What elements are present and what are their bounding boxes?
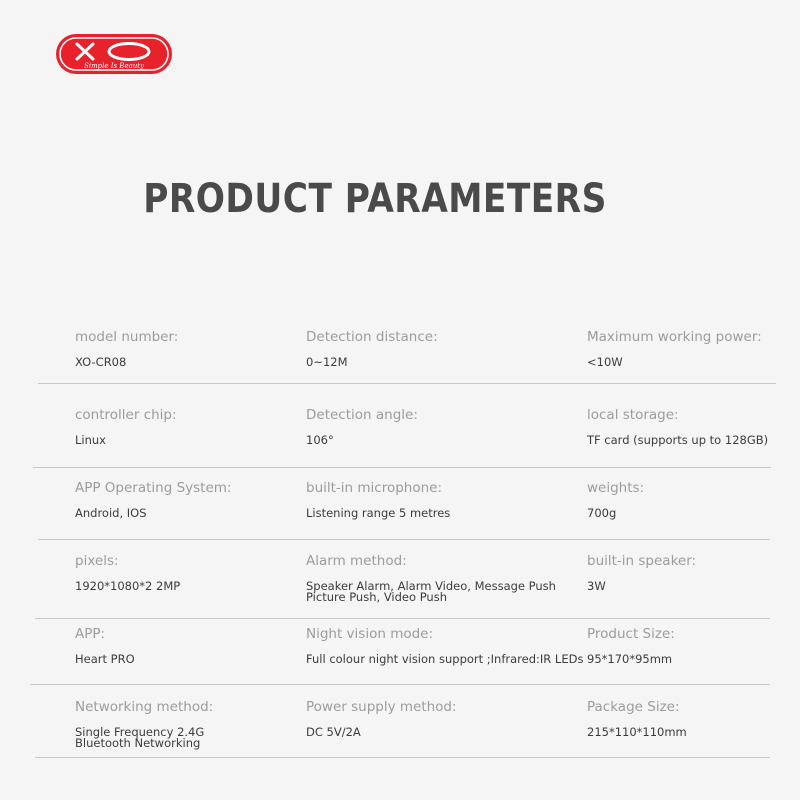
param-label: weights: — [587, 480, 645, 496]
row-divider — [38, 539, 770, 540]
param-cell — [75, 626, 135, 665]
param-cell — [75, 553, 180, 592]
param-label: Detection angle: — [306, 407, 418, 423]
param-value: 700g — [587, 506, 617, 520]
param-cell — [306, 553, 556, 603]
param-cell — [587, 480, 644, 519]
row-divider — [38, 383, 776, 384]
param-label: model number: — [75, 329, 179, 345]
param-value: Android, IOS — [75, 506, 147, 520]
param-label: Networking method: — [75, 699, 214, 715]
param-cell — [587, 407, 768, 446]
param-value: Single Frequency 2.4G Bluetooth Networking — [75, 725, 205, 750]
param-label: pixels: — [75, 553, 119, 569]
param-label: APP Operating System: — [75, 480, 232, 496]
param-value: 3W — [587, 579, 606, 593]
param-label: local storage: — [587, 407, 679, 423]
param-label: Maximum working power: — [587, 329, 762, 345]
param-value: <10W — [587, 355, 623, 369]
param-value: Full colour night vision support ;Infrared:IR LEDs — [306, 652, 584, 666]
param-label: Night vision mode: — [306, 626, 434, 642]
param-cell — [75, 407, 177, 446]
row-divider — [35, 618, 770, 619]
row-divider — [33, 467, 771, 468]
param-value: Linux — [75, 433, 106, 447]
param-value: TF card (supports up to 128GB) — [587, 433, 769, 447]
xo-logo — [55, 33, 173, 75]
param-cell — [587, 626, 675, 665]
param-value: 215*110*110mm — [587, 725, 687, 739]
param-cell — [75, 329, 178, 368]
param-value: 95*170*95mm — [587, 652, 673, 666]
param-label: Product Size: — [587, 626, 675, 642]
param-cell — [75, 699, 213, 749]
param-cell — [587, 329, 762, 368]
param-label: Package Size: — [587, 699, 680, 715]
param-cell — [306, 407, 418, 446]
param-value: Heart PRO — [75, 652, 135, 666]
param-cell — [306, 480, 450, 519]
param-value: 1920*1080*2 2MP — [75, 579, 181, 593]
param-value: DC 5V/2A — [306, 725, 361, 739]
param-cell — [306, 329, 438, 368]
param-cell — [306, 699, 457, 738]
param-value: 0~12M — [306, 355, 348, 369]
logo-slogan: Simple Is Beauty — [83, 62, 145, 70]
param-cell — [75, 480, 231, 519]
page-title: PRODUCT PARAMETERS — [143, 176, 607, 222]
param-value: 106° — [306, 433, 334, 447]
param-label: Detection distance: — [306, 329, 438, 345]
param-cell — [306, 626, 583, 665]
param-label: Alarm method: — [306, 553, 407, 569]
param-value: Listening range 5 metres — [306, 506, 451, 520]
row-divider — [30, 684, 770, 685]
param-label: APP: — [75, 626, 106, 642]
param-cell — [587, 699, 687, 738]
param-label: Power supply method: — [306, 699, 457, 715]
param-cell — [587, 553, 696, 592]
param-value: Speaker Alarm, Alarm Video, Message Push Picture Push, Video Push — [306, 579, 556, 604]
param-label: built-in microphone: — [306, 480, 443, 496]
param-value: XO-CR08 — [75, 355, 127, 369]
param-label: built-in speaker: — [587, 553, 697, 569]
param-label: controller chip: — [75, 407, 177, 423]
row-divider — [35, 757, 770, 758]
